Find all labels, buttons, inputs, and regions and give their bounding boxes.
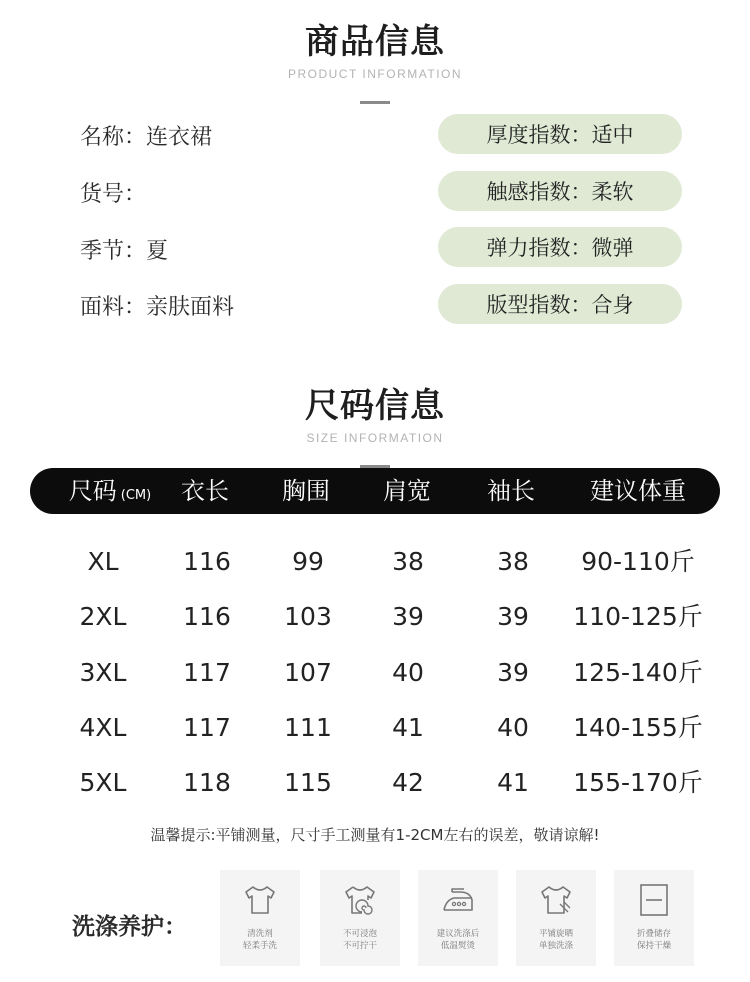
- info-fabric: [80, 290, 234, 321]
- cell-shoulder: 40: [392, 658, 424, 687]
- cell-weight: 110-125斤: [573, 602, 703, 631]
- table-row: [0, 708, 750, 748]
- info-label: 货号：: [80, 182, 147, 207]
- iron-icon: [440, 882, 476, 918]
- cell-size: 4XL: [79, 713, 127, 742]
- cell-length: 117: [183, 713, 231, 742]
- table-row: [0, 653, 750, 693]
- elasticity-index-badge: 弹力指数：微弹: [438, 227, 682, 267]
- tshirt-icon: [242, 882, 278, 918]
- cell-length: 117: [183, 658, 231, 687]
- cell-shoulder: 42: [392, 768, 424, 797]
- info-name: [80, 120, 212, 151]
- cell-weight: 155-170斤: [573, 768, 703, 797]
- care-line-1: 平铺旋晒: [538, 929, 573, 939]
- cell-bust: 99: [292, 547, 324, 576]
- cell-shoulder: 39: [392, 602, 424, 631]
- product-info-header: [0, 14, 750, 104]
- cell-sleeve: 39: [497, 658, 529, 687]
- no-soak-icon: [342, 882, 378, 918]
- table-row: [0, 763, 750, 803]
- info-label: 面料：: [80, 295, 147, 320]
- care-text: [614, 928, 694, 952]
- care-item-fold-store: [614, 870, 694, 966]
- cell-size: XL: [87, 547, 119, 576]
- cell-bust: 111: [284, 713, 332, 742]
- info-value: 亲肤面料: [146, 295, 235, 320]
- cell-weight: 140-155斤: [573, 713, 703, 742]
- care-text: [418, 928, 498, 952]
- cell-shoulder: 41: [392, 713, 424, 742]
- cell-weight: 125-140斤: [573, 658, 703, 687]
- care-item-flat-dry: [516, 870, 596, 966]
- care-item-iron: [418, 870, 498, 966]
- info-label: 季节：: [80, 239, 147, 264]
- care-label: 洗涤养护：: [72, 914, 187, 940]
- size-info-subtitle: SIZE INFORMATION: [306, 431, 444, 445]
- care-text: [516, 928, 596, 952]
- fold-store-icon: [636, 882, 672, 918]
- care-item-hand-wash: [220, 870, 300, 966]
- cell-shoulder: 38: [392, 547, 424, 576]
- cell-weight: 90-110斤: [581, 547, 695, 576]
- info-season: [80, 234, 168, 265]
- cell-length: 116: [183, 602, 231, 631]
- product-info-title: 商品信息: [305, 22, 445, 62]
- header-size: [50, 468, 170, 514]
- care-line-1: 建议洗涤后: [436, 929, 480, 939]
- cell-sleeve: 38: [497, 547, 529, 576]
- care-line-1: 不可浸泡: [342, 929, 377, 939]
- header-sleeve: 袖长: [487, 477, 535, 505]
- care-text: [320, 928, 400, 952]
- title-divider: [360, 101, 390, 104]
- care-line-2: 轻柔手洗: [242, 941, 277, 951]
- care-line-1: 折叠储存: [636, 929, 671, 939]
- softness-index-badge: 触感指数：柔软: [438, 171, 682, 211]
- care-line-2: 保持干燥: [636, 941, 671, 951]
- thickness-index-badge: 厚度指数：适中: [438, 114, 682, 154]
- care-item-no-soak: [320, 870, 400, 966]
- header-length: 衣长: [181, 477, 229, 505]
- measurement-note: 温馨提示:平铺测量，尺寸手工测量有1-2CM左右的误差，敬请谅解!: [150, 826, 600, 844]
- cell-bust: 115: [284, 768, 332, 797]
- care-line-1: 清洗剂: [247, 929, 273, 939]
- header-shoulder: 肩宽: [383, 477, 431, 505]
- info-value: 连衣裙: [146, 125, 213, 150]
- cell-size: 5XL: [79, 768, 127, 797]
- cell-length: 116: [183, 547, 231, 576]
- info-value: 夏: [146, 239, 169, 264]
- header-unit: (CM): [120, 488, 152, 503]
- cell-sleeve: 40: [497, 713, 529, 742]
- size-table-header: [30, 468, 720, 514]
- care-line-2: 不可拧干: [342, 941, 377, 951]
- header-bust: 胸围: [282, 477, 330, 505]
- cell-sleeve: 39: [497, 602, 529, 631]
- table-row: [0, 597, 750, 637]
- info-label: 名称：: [80, 125, 147, 150]
- cell-length: 118: [183, 768, 231, 797]
- header-weight: 建议体重: [590, 477, 686, 505]
- cell-sleeve: 41: [497, 768, 529, 797]
- table-row: [0, 542, 750, 582]
- cell-bust: 103: [284, 602, 332, 631]
- size-info-header: [0, 378, 750, 468]
- header-size-label: 尺码: [68, 477, 117, 505]
- care-line-2: 低温熨烫: [440, 941, 475, 951]
- cell-bust: 107: [284, 658, 332, 687]
- flat-dry-icon: [538, 882, 574, 918]
- cell-size: 3XL: [79, 658, 127, 687]
- info-item-number: [80, 177, 146, 208]
- care-line-2: 单独洗涤: [538, 941, 573, 951]
- size-info-title: 尺码信息: [305, 386, 445, 426]
- product-info-subtitle: PRODUCT INFORMATION: [287, 67, 463, 81]
- care-text: [220, 928, 300, 952]
- fit-index-badge: 版型指数：合身: [438, 284, 682, 324]
- cell-size: 2XL: [79, 602, 127, 631]
